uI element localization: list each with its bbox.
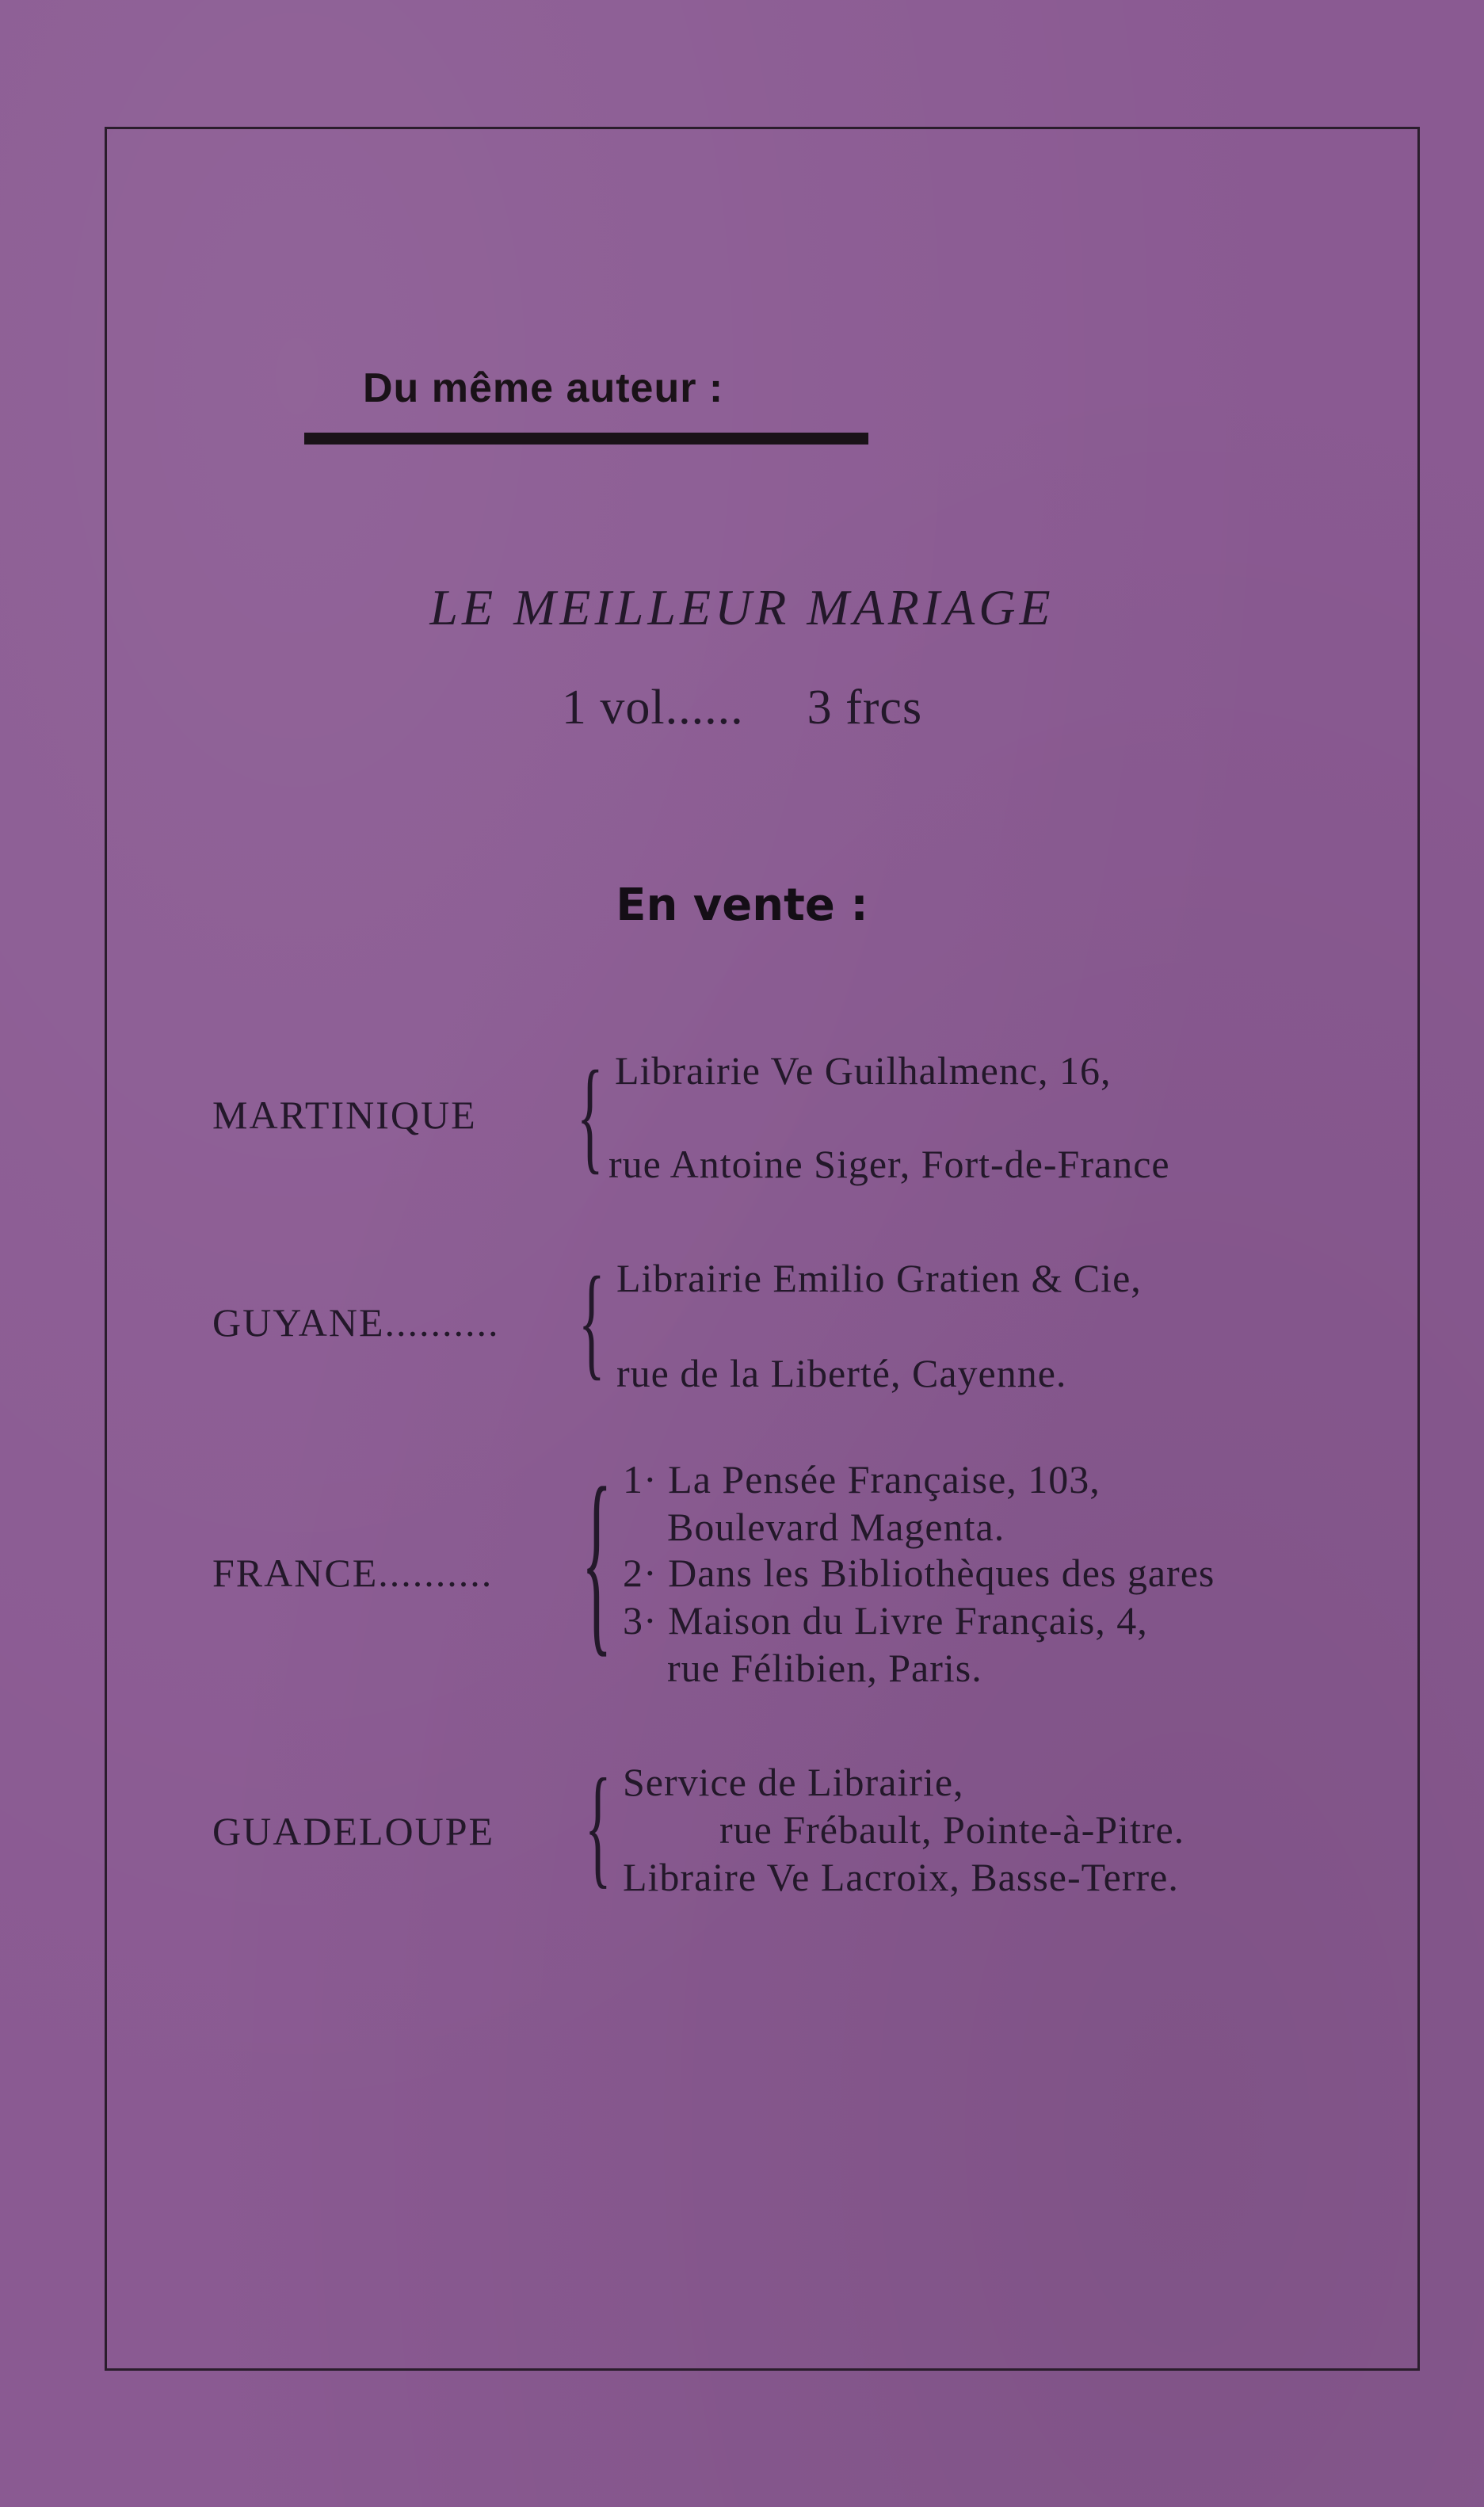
book-volume: 1 vol...... <box>561 681 744 735</box>
outlet-line: rue Félibien, Paris. <box>667 1646 982 1690</box>
outlet-line: 1· La Pensée Française, 103, <box>623 1457 1101 1502</box>
outlet-line: 2· Dans les Bibliothèques des gares <box>623 1551 1215 1595</box>
brace: { <box>577 1044 604 1185</box>
outlet-line: rue Frébault, Pointe-à-Pitre. <box>719 1807 1185 1852</box>
brace: { <box>582 1445 612 1674</box>
book-price-line <box>0 680 1484 736</box>
outlet-line: Libraire Ve Lacroix, Basse-Terre. <box>623 1855 1179 1899</box>
outlet-line: Librairie Ve Guilhalmenc, 16, <box>615 1048 1112 1093</box>
outlet-line: Service de Librairie, <box>623 1760 964 1804</box>
outlet-line: Boulevard Magenta. <box>667 1505 1005 1549</box>
brace: { <box>578 1250 605 1391</box>
outlet-line: Librairie Emilio Gratien & Cie, <box>616 1256 1142 1300</box>
book-title: LE MEILLEUR MARIAGE <box>429 579 1055 635</box>
region-name: MARTINIQUE <box>212 1093 477 1137</box>
on-sale-heading: En vente : <box>616 880 868 931</box>
outlet-line: rue de la Liberté, Cayenne. <box>616 1351 1067 1395</box>
outlet-line: rue Antoine Siger, Fort-de-France <box>608 1142 1170 1186</box>
heading-underline <box>304 433 868 445</box>
book-price: 3 frcs <box>807 681 923 735</box>
brace: { <box>585 1750 612 1901</box>
region-name: GUADELOUPE <box>212 1809 495 1853</box>
page-border <box>105 127 1420 2371</box>
region-name: GUYANE.......... <box>212 1300 500 1345</box>
region-name: FRANCE.......... <box>212 1551 494 1595</box>
same-author-heading: Du même auteur : <box>363 365 724 411</box>
outlet-line: 3· Maison du Livre Français, 4, <box>623 1598 1148 1643</box>
